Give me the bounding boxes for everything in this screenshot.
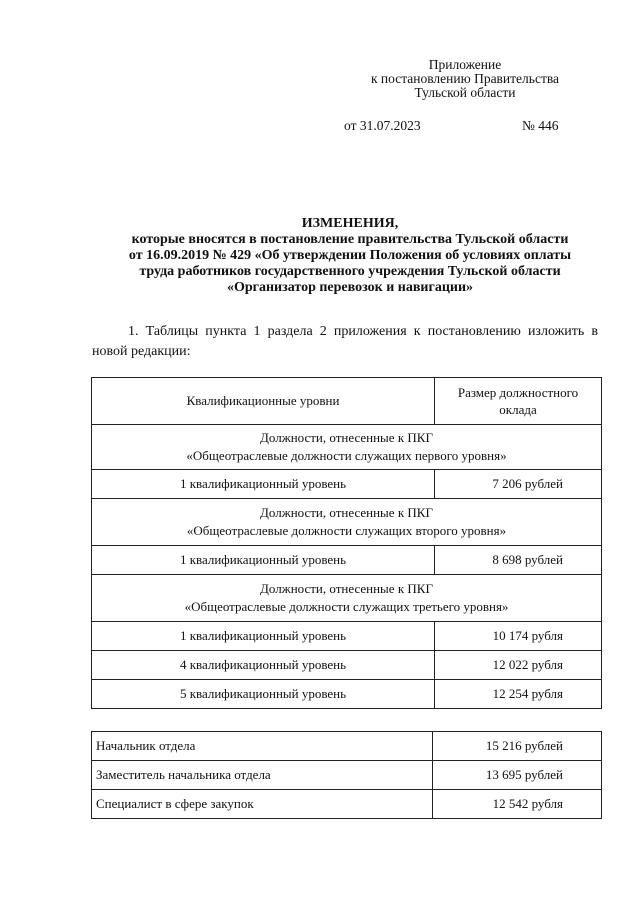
position-name: Специалист в сфере закупок [92, 790, 433, 819]
document-title [60, 216, 640, 296]
amendment-paragraph: 1. Таблицы пункта 1 раздела 2 приложения к постановлению изложить в новой редакции: [92, 324, 598, 359]
appendix-line-1: Приложение [428, 57, 502, 72]
group-row [92, 499, 602, 546]
table-row [92, 761, 602, 790]
salary-value: 10 174 рубля [435, 622, 602, 651]
appendix-header [330, 58, 600, 100]
salary-value: 13 695 рублей [433, 761, 602, 790]
title-line-4: труда работников государственного учреждения Тульской области [139, 264, 561, 279]
header-salary-size: Размер должностного оклада [435, 378, 602, 425]
table-row [92, 470, 602, 499]
salary-value: 12 022 рубля [435, 651, 602, 680]
appendix-line-2: к постановлению Правительства [370, 71, 560, 86]
group-heading-line: Должности, отнесенные к ПКГ [260, 430, 433, 445]
appendix-line-3: Тульской области [414, 85, 516, 100]
group-row [92, 575, 602, 622]
group-heading-line: «Общеотраслевые должности служащих второго уровня» [186, 523, 507, 538]
position-name: Заместитель начальника отдела [92, 761, 433, 790]
group-heading-line: Должности, отнесенные к ПКГ [260, 581, 433, 596]
group-heading [92, 499, 602, 546]
table-row [92, 790, 602, 819]
group-heading [92, 575, 602, 622]
salary-value: 12 542 рубля [433, 790, 602, 819]
title-line-5: «Организатор перевозок и навигации» [226, 280, 474, 295]
salary-value: 12 254 рубля [435, 680, 602, 709]
table-row [92, 546, 602, 575]
group-row [92, 425, 602, 470]
title-line-3: от 16.09.2019 № 429 «Об утверждении Положения об условиях оплаты [128, 248, 572, 263]
group-heading-line: «Общеотраслевые должности служащих первого уровня» [186, 448, 507, 463]
title-line-2: которые вносятся в постановление правительства Тульской области [131, 232, 569, 247]
qualification-level: 4 квалификационный уровень [92, 651, 435, 680]
salary-value: 15 216 рублей [433, 732, 602, 761]
group-heading-line: Должности, отнесенные к ПКГ [260, 505, 433, 520]
salary-value: 7 206 рублей [435, 470, 602, 499]
table-row [92, 680, 602, 709]
header-qualification-levels: Квалификационные уровни [92, 378, 435, 425]
qualification-level: 1 квалификационный уровень [92, 470, 435, 499]
table-row [92, 622, 602, 651]
qualification-level: 1 квалификационный уровень [92, 622, 435, 651]
title-line-1: ИЗМЕНЕНИЯ, [301, 216, 399, 231]
qualification-level: 5 квалификационный уровень [92, 680, 435, 709]
decree-number: № 446 [522, 118, 559, 133]
table-row [92, 651, 602, 680]
salary-table-pkg [91, 377, 602, 709]
group-heading-line: «Общеотраслевые должности служащих третьего уровня» [184, 599, 509, 614]
salary-table-positions [91, 731, 602, 819]
table-row [92, 732, 602, 761]
table-header-row [92, 378, 602, 425]
salary-value: 8 698 рублей [435, 546, 602, 575]
group-heading [92, 425, 602, 470]
qualification-level: 1 квалификационный уровень [92, 546, 435, 575]
decree-date: от 31.07.2023 [344, 118, 421, 133]
position-name: Начальник отдела [92, 732, 433, 761]
